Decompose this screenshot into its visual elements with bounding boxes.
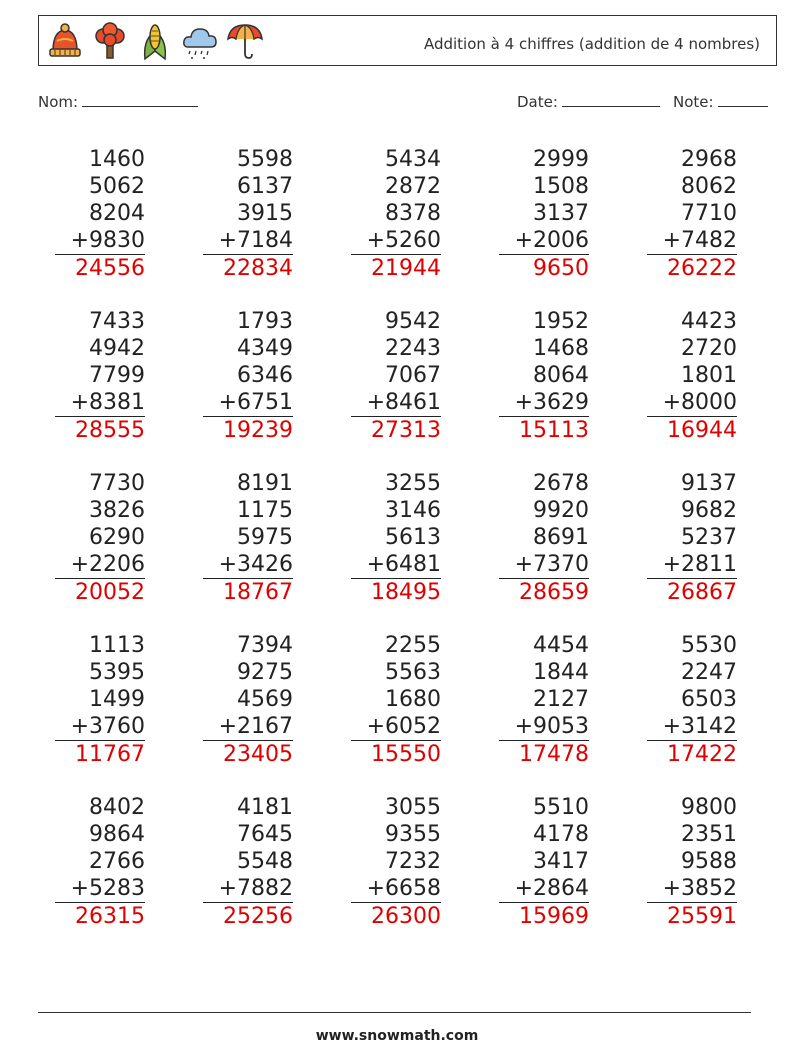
addend-1: 4454 <box>533 633 589 658</box>
answer[interactable]: 28659 <box>519 580 589 605</box>
addend-3: 5975 <box>237 525 293 550</box>
addend-2: 2243 <box>385 336 441 361</box>
problem-17 <box>203 632 293 768</box>
problem-22 <box>203 794 293 930</box>
addend-2: 9275 <box>237 660 293 685</box>
addend-3: 2127 <box>533 687 589 712</box>
answer[interactable]: 28555 <box>75 418 145 443</box>
addend-1: 1113 <box>89 633 145 658</box>
addend-4: +7370 <box>499 551 589 579</box>
addend-4: +6658 <box>351 875 441 903</box>
problem-11 <box>55 470 145 606</box>
name-label: Nom: <box>38 93 79 111</box>
footer-divider <box>38 1012 751 1013</box>
problem-13 <box>351 470 441 606</box>
addend-4: +7482 <box>647 227 737 255</box>
addend-2: 1508 <box>533 174 589 199</box>
answer[interactable]: 26222 <box>667 256 737 281</box>
problem-3 <box>351 146 441 282</box>
answer[interactable]: 26867 <box>667 580 737 605</box>
addend-2: 1844 <box>533 660 589 685</box>
addend-3: 1680 <box>385 687 441 712</box>
addend-4: +3852 <box>647 875 737 903</box>
addend-1: 2678 <box>533 471 589 496</box>
problem-4 <box>499 146 589 282</box>
problem-5 <box>647 146 737 282</box>
addend-2: 5062 <box>89 174 145 199</box>
addend-2: 8062 <box>681 174 737 199</box>
addend-3: 5237 <box>681 525 737 550</box>
problem-6 <box>55 308 145 444</box>
answer[interactable]: 15113 <box>519 418 589 443</box>
addend-2: 5563 <box>385 660 441 685</box>
addend-2: 2247 <box>681 660 737 685</box>
addend-1: 1952 <box>533 309 589 334</box>
addend-3: 3417 <box>533 849 589 874</box>
addend-4: +2006 <box>499 227 589 255</box>
problem-12 <box>203 470 293 606</box>
answer[interactable]: 15969 <box>519 904 589 929</box>
problem-21 <box>55 794 145 930</box>
date-label: Date: <box>517 93 558 111</box>
addend-1: 9137 <box>681 471 737 496</box>
problem-9 <box>499 308 589 444</box>
addend-3: 8204 <box>89 201 145 226</box>
addend-3: 8378 <box>385 201 441 226</box>
answer[interactable]: 26300 <box>371 904 441 929</box>
problem-18 <box>351 632 441 768</box>
answer[interactable]: 21944 <box>371 256 441 281</box>
addend-2: 4942 <box>89 336 145 361</box>
problem-10 <box>647 308 737 444</box>
problem-14 <box>499 470 589 606</box>
addend-4: +5283 <box>55 875 145 903</box>
answer[interactable]: 20052 <box>75 580 145 605</box>
addend-3: 7799 <box>89 363 145 388</box>
footer-site: www.snowmath.com <box>315 1028 479 1044</box>
addend-4: +8000 <box>647 389 737 417</box>
problem-20 <box>647 632 737 768</box>
addend-4: +6052 <box>351 713 441 741</box>
addend-3: 5613 <box>385 525 441 550</box>
answer[interactable]: 17422 <box>667 742 737 767</box>
addend-4: +3426 <box>203 551 293 579</box>
answer[interactable]: 11767 <box>75 742 145 767</box>
addend-3: 8064 <box>533 363 589 388</box>
addend-2: 3826 <box>89 498 145 523</box>
answer[interactable]: 23405 <box>223 742 293 767</box>
addend-2: 1468 <box>533 336 589 361</box>
addend-2: 4178 <box>533 822 589 847</box>
addend-1: 7394 <box>237 633 293 658</box>
addend-3: 7232 <box>385 849 441 874</box>
addend-4: +8381 <box>55 389 145 417</box>
answer[interactable]: 24556 <box>75 256 145 281</box>
addend-3: 8691 <box>533 525 589 550</box>
addend-2: 9864 <box>89 822 145 847</box>
addend-3: 7710 <box>681 201 737 226</box>
addend-1: 9542 <box>385 309 441 334</box>
problem-19 <box>499 632 589 768</box>
addend-3: 9588 <box>681 849 737 874</box>
answer[interactable]: 25591 <box>667 904 737 929</box>
addend-2: 2351 <box>681 822 737 847</box>
addend-1: 5530 <box>681 633 737 658</box>
addend-1: 5510 <box>533 795 589 820</box>
addend-4: +2811 <box>647 551 737 579</box>
addend-4: +7882 <box>203 875 293 903</box>
addend-2: 5395 <box>89 660 145 685</box>
addend-3: 6346 <box>237 363 293 388</box>
addend-1: 9800 <box>681 795 737 820</box>
addend-1: 5598 <box>237 147 293 172</box>
answer[interactable]: 17478 <box>519 742 589 767</box>
addend-2: 9355 <box>385 822 441 847</box>
addend-3: 7067 <box>385 363 441 388</box>
addend-4: +3629 <box>499 389 589 417</box>
addend-1: 3055 <box>385 795 441 820</box>
problem-23 <box>351 794 441 930</box>
addend-1: 4181 <box>237 795 293 820</box>
answer[interactable]: 25256 <box>223 904 293 929</box>
addend-1: 1460 <box>89 147 145 172</box>
addend-2: 2720 <box>681 336 737 361</box>
addend-3: 3915 <box>237 201 293 226</box>
addend-4: +7184 <box>203 227 293 255</box>
addend-4: +3142 <box>647 713 737 741</box>
addend-1: 2968 <box>681 147 737 172</box>
answer[interactable]: 18495 <box>371 580 441 605</box>
addend-2: 2872 <box>385 174 441 199</box>
worksheet-title: Addition à 4 chiffres (addition de 4 nombres) <box>423 35 760 53</box>
answer[interactable]: 27313 <box>371 418 441 443</box>
answer[interactable]: 22834 <box>223 256 293 281</box>
addend-3: 2766 <box>89 849 145 874</box>
addend-4: +3760 <box>55 713 145 741</box>
problem-24 <box>499 794 589 930</box>
addend-3: 6503 <box>681 687 737 712</box>
addend-1: 8191 <box>237 471 293 496</box>
problem-16 <box>55 632 145 768</box>
addend-3: 1801 <box>681 363 737 388</box>
addend-3: 1499 <box>89 687 145 712</box>
addend-1: 1793 <box>237 309 293 334</box>
addend-3: 3137 <box>533 201 589 226</box>
addend-4: +9830 <box>55 227 145 255</box>
addend-4: +2167 <box>203 713 293 741</box>
addend-4: +5260 <box>351 227 441 255</box>
problem-25 <box>647 794 737 930</box>
problem-1 <box>55 146 145 282</box>
answer[interactable]: 15550 <box>371 742 441 767</box>
addend-1: 4423 <box>681 309 737 334</box>
addend-1: 8402 <box>89 795 145 820</box>
addend-2: 6137 <box>237 174 293 199</box>
addend-4: +6481 <box>351 551 441 579</box>
addend-4: +8461 <box>351 389 441 417</box>
addend-3: 4569 <box>237 687 293 712</box>
answer[interactable]: 18767 <box>223 580 293 605</box>
problem-7 <box>203 308 293 444</box>
answer[interactable]: 19239 <box>223 418 293 443</box>
addend-1: 7433 <box>89 309 145 334</box>
addend-1: 3255 <box>385 471 441 496</box>
answer[interactable]: 16944 <box>667 418 737 443</box>
addend-4: +9053 <box>499 713 589 741</box>
answer[interactable]: 26315 <box>75 904 145 929</box>
addend-2: 7645 <box>237 822 293 847</box>
addend-4: +2206 <box>55 551 145 579</box>
addend-1: 2255 <box>385 633 441 658</box>
addend-1: 7730 <box>89 471 145 496</box>
addend-1: 5434 <box>385 147 441 172</box>
problem-15 <box>647 470 737 606</box>
addend-3: 6290 <box>89 525 145 550</box>
note-label: Note: <box>673 93 714 111</box>
addend-3: 5548 <box>237 849 293 874</box>
addend-2: 9682 <box>681 498 737 523</box>
addend-2: 3146 <box>385 498 441 523</box>
problem-8 <box>351 308 441 444</box>
addend-1: 2999 <box>533 147 589 172</box>
addend-4: +6751 <box>203 389 293 417</box>
addend-2: 9920 <box>533 498 589 523</box>
addend-2: 1175 <box>237 498 293 523</box>
problem-2 <box>203 146 293 282</box>
addend-4: +2864 <box>499 875 589 903</box>
answer[interactable]: 9650 <box>533 256 589 281</box>
addend-2: 4349 <box>237 336 293 361</box>
